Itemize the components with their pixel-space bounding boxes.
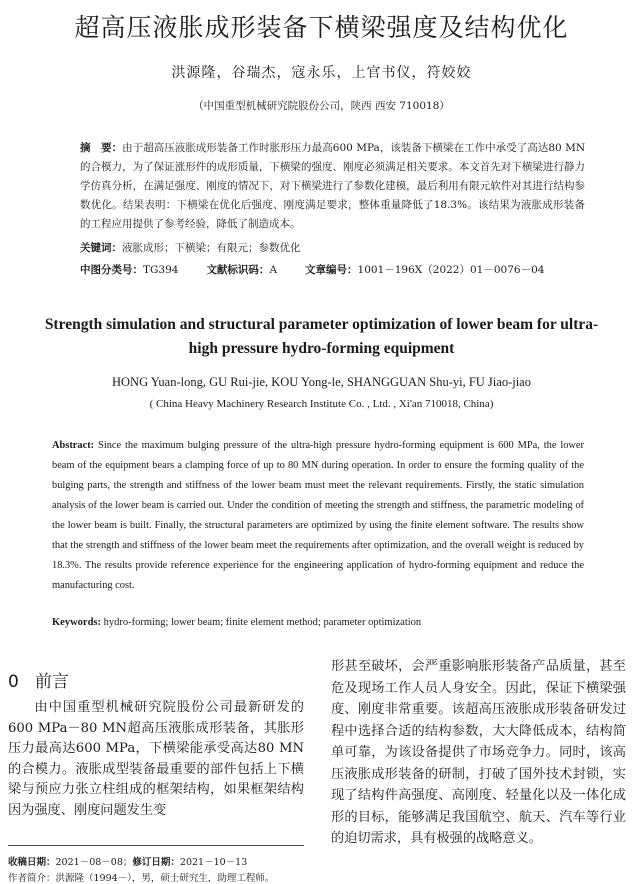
- classification-line: [80, 262, 544, 277]
- body-text-left-column: 由中国重型机械研究院股份公司最新研发的600 MPa－80 MN超高压液胀成形装备，其胀形压力最高达600 MPa，下横梁能承受高达80 MN的合模力。液胀成型装备最重要的部件包括上下横梁与预应力张立柱组成的框架结构，如果框架结构因为强度、刚度问题发生变: [8, 700, 304, 818]
- revised-label: 修订日期：: [132, 857, 180, 868]
- abstract-cn: [80, 139, 585, 234]
- keywords-en-label: Keywords:: [52, 617, 101, 628]
- revised-date: 2021－10－13: [179, 857, 248, 868]
- article-no-label: 文章编号：: [305, 264, 358, 276]
- authors-en: HONG Yuan-long, GU Rui-jie, KOU Yong-le, SHANGGUAN Shu-yi, FU Jiao-jiao: [112, 375, 531, 389]
- affiliation-en: ( China Heavy Machinery Research Institute Co. , Ltd. , Xi'an 710018, China): [149, 398, 494, 410]
- footnote-divider: [8, 845, 304, 846]
- affiliation-cn: （中国重型机械研究院股份公司，陕西 西安 710018）: [193, 100, 450, 112]
- body-text-right-column: 形甚至破坏，会严重影响胀形装备产品质量，甚至危及现场工作人员人身安全。因此，保证下横梁强度、刚度非常重要。该超高压液胀成形装备研发过程中选择合适的结构参数，大大降低成本，结构简单可靠，为该设备提供了市场竞争力。同时，该高压液胀成形装备的研制，打破了国外技术封锁，实现了结构件高强度、高刚度、轻量化以及一体化成形的目标，能够满足我国航空、航天、汽车等行业的迫切需求，具有极强的战略意义。: [331, 659, 626, 846]
- section-heading: [8, 667, 69, 692]
- received-label: 收稿日期：: [8, 857, 56, 868]
- doc-code-value: A: [269, 264, 278, 276]
- keywords-en-text: hydro-forming; lower beam; finite element method; parameter optimization: [101, 617, 422, 628]
- keywords-cn: [80, 240, 301, 255]
- abstract-cn-text: 由于超高压液胀成形装备工作时胀形压力最高600 MPa，该装备下横梁在工作中承受了高达80 MN的合模力，为了保证涨形件的成形质量，下横梁的强度、刚度必须满足相关要求。本文首先对下横梁进行静力学仿真分析，在满足强度、刚度的情况下，对下横梁进行了参数化建模，最后利用有限元软件对其进行结构参数优化。结果表明：下横梁在优化后强度、刚度满足要求，整体重量降低了18.3%。该结果为液胀成形装备的工程应用提供了参考经验，降低了制造成本。: [80, 142, 586, 230]
- keywords-cn-label: 关键词：: [80, 242, 122, 254]
- footnote-dates: [8, 854, 247, 868]
- section-title: 前言: [34, 672, 69, 692]
- article-no-value: 1001－196X（2022）01－0076－04: [357, 264, 545, 276]
- abstract-en-text: Since the maximum bulging pressure of the ultra-high pressure hydro-forming equipment is 600 MPa, the lower beam of the equipment bears a clamping force of up to 80 MN during operation. In order to ensure the forming quality of the bulging parts, the strength and stiffness of the lower beam must meet the relevant requirements. Firstly, the static simulation analysis of the lower beam is carried out. Under the condition of meeting the strength and stiffness, the parametric modeling of the lower beam is built. Finally, the structural parameters are optimized by using the finite element software. The results show that the strength and stiffness of the lower beam meet the requirements after optimization, and the overall weight is reduced by 18.3%. The results provide reference experience for the engineering application of hydro-forming equipment and reduce the manufacturing cost.: [52, 440, 584, 591]
- footnote-separator: ；: [122, 857, 133, 868]
- section-number: 0: [8, 672, 19, 692]
- paper-title-en: Strength simulation and structural parameter optimization of lower beam for ultra-high pressure hydro-forming equipment: [44, 316, 599, 357]
- abstract-cn-label: 摘 要：: [80, 142, 123, 154]
- received-date: 2021－08－08: [55, 857, 123, 868]
- abstract-en-label: Abstract:: [52, 440, 95, 451]
- clc-label: 中图分类号：: [80, 264, 143, 276]
- clc-value: TG394: [143, 264, 179, 276]
- paper-title-cn: 超高压液胀成形装备下横梁强度及结构优化: [74, 13, 569, 42]
- abstract-en: [52, 436, 584, 596]
- keywords-cn-text: 液胀成形；下横梁；有限元；参数优化: [122, 242, 301, 254]
- footnote-author-bio: 作者简介：洪源隆（1994－），男，硕士研究生，助理工程师。: [8, 873, 275, 884]
- keywords-en: [52, 617, 421, 628]
- doc-code-label: 文献标识码：: [206, 264, 270, 276]
- authors-cn: 洪源隆，谷瑞杰，寇永乐，上官书仪，符姣姣: [171, 65, 472, 81]
